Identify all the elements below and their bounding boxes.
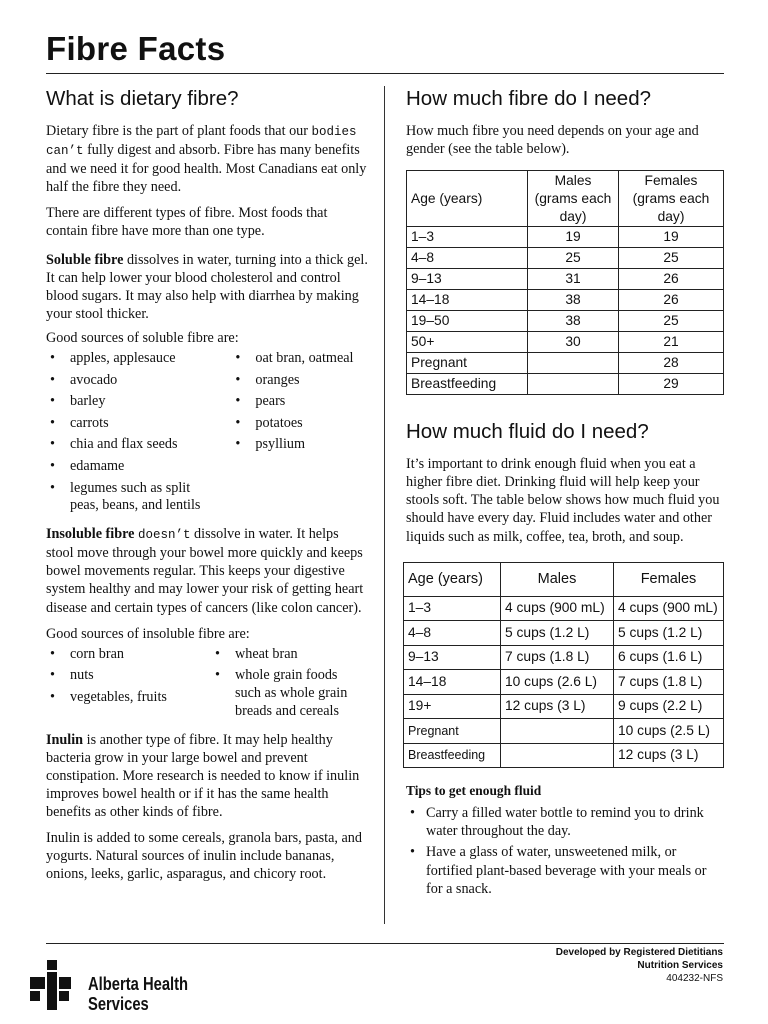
table-header: Age (years) — [404, 562, 501, 596]
insoluble-sources-list — [46, 646, 368, 721]
table-row: Pregnant 10 cups (2.5 L) — [404, 719, 724, 744]
list-item: • carrots — [46, 415, 231, 433]
table-header: Females (grams each day) — [619, 171, 724, 227]
table-header: Age (years) — [407, 171, 528, 227]
inulin-paragraph: Inulin is another type of fibre. It may help healthy bacteria grow in your large bowel and prevent constipation. More research is needed to know if inulin improves bowel health or if it has the same health benefits as other kinds of fibre. — [46, 731, 360, 821]
document-code: 404232-NFS — [666, 973, 723, 984]
column-divider — [384, 86, 385, 924]
list-item: • wheat bran — [211, 646, 361, 664]
tips-heading: Tips to get enough fluid — [406, 783, 542, 799]
list-item: • psyllium — [231, 436, 368, 454]
table-header: Males — [501, 562, 614, 596]
list-item: • avocado — [46, 372, 231, 390]
footer-credits — [556, 946, 723, 985]
fibre-table — [406, 170, 724, 395]
footer-line: Nutrition Services — [637, 960, 723, 971]
table-row: Pregnant 28 — [407, 353, 724, 374]
list-item: • whole grain foods such as whole grain breads and cereals — [211, 667, 361, 720]
page-title: Fibre Facts — [46, 30, 226, 67]
fibre-intro: How much fibre you need depends on your age and gender (see the table below). — [406, 123, 699, 158]
list-item: • oat bran, oatmeal — [231, 350, 368, 368]
list-item: • apples, applesauce — [46, 350, 231, 368]
list-item: • nuts — [46, 667, 211, 685]
soluble-sources-list — [46, 350, 368, 515]
list-item: • pears — [231, 393, 368, 411]
tips-list — [406, 804, 724, 897]
fluid-intro: It’s important to drink enough fluid when you eat a higher fibre diet. Drinking fluid will help keep your stools soft. The table below shows how much fluid you should have every day. Fluid includes water and other liquids such as milk, coffee, tea, broth, and soup. — [406, 456, 720, 545]
table-header: Males (grams each day) — [528, 171, 619, 227]
insoluble-paragraph: Insoluble fibre doesn’t dissolve in water. It helps stool move through your bowel more quickly and keeps bowel movements regular. This keeps your digestive system healthy and may lower your risk of getting heart disease and certain types of cancers (like colon cancer). — [46, 526, 364, 616]
ahs-logo — [30, 960, 230, 1016]
table-row: 19–50 38 25 — [407, 311, 724, 332]
insoluble-sources-intro: Good sources of insoluble fibre are: — [46, 625, 250, 642]
list-item: • oranges — [231, 372, 368, 390]
right-column — [406, 86, 724, 898]
table-row: 14–18 38 26 — [407, 290, 724, 311]
list-item: • barley — [46, 393, 231, 411]
table-row: 9–13 31 26 — [407, 269, 724, 290]
inulin-sources-paragraph: Inulin is added to some cereals, granola bars, pasta, and yogurts. Natural sources of inulin include bananas, onions, leeks, garlic, asparagus, and chicory root. — [46, 830, 362, 883]
ahs-logo-mark-icon — [30, 960, 80, 1010]
table-row: 9–13 7 cups (1.8 L) 6 cups (1.6 L) — [404, 645, 724, 670]
table-row: 4–8 25 25 — [407, 248, 724, 269]
table-row: Breastfeeding 12 cups (3 L) — [404, 743, 724, 768]
list-item: • corn bran — [46, 646, 211, 664]
table-row: 1–3 4 cups (900 mL) 4 cups (900 mL) — [404, 596, 724, 621]
footer-divider — [46, 943, 724, 944]
table-row: 4–8 5 cups (1.2 L) 5 cups (1.2 L) — [404, 621, 724, 646]
table-header-row — [407, 171, 724, 227]
table-row: 50+ 30 21 — [407, 332, 724, 353]
table-header: Females — [614, 562, 724, 596]
title-divider — [46, 73, 724, 74]
footer-line: Developed by Registered Dietitians — [555, 947, 723, 958]
table-row: 19+ 12 cups (3 L) 9 cups (2.2 L) — [404, 694, 724, 719]
list-item: • vegetables, fruits — [46, 689, 211, 707]
left-column — [46, 86, 368, 883]
list-item: • Have a glass of water, unsweetened milk, or fortified plant-based beverage with your meals or for a snack. — [406, 843, 724, 897]
heading-what-is-fibre: What is dietary fibre? — [46, 87, 239, 110]
soluble-sources-intro: Good sources of soluble fibre are: — [46, 329, 239, 346]
list-item: • chia and flax seeds — [46, 436, 231, 454]
table-row: 1–3 19 19 — [407, 227, 724, 248]
list-item: • potatoes — [231, 415, 368, 433]
table-header-row — [404, 562, 724, 596]
types-paragraph: There are different types of fibre. Most foods that contain fibre have more than one type. — [46, 205, 328, 240]
intro-paragraph: Dietary fibre is the part of plant foods that our bodies can’t fully digest and absorb. Fibre has many benefits and we need it for good health. Most Canadians eat only half the fibre they need. — [46, 123, 367, 196]
fluid-table — [403, 562, 724, 769]
list-item: • legumes such as split peas, beans, and lentils — [46, 480, 220, 516]
list-item: • Carry a filled water bottle to remind you to drink water throughout the day. — [406, 804, 724, 840]
ahs-logo-text: Alberta Health Services — [88, 974, 189, 1014]
table-row: Breastfeeding 29 — [407, 374, 724, 395]
heading-how-much-fluid: How much fluid do I need? — [406, 420, 649, 444]
table-row: 14–18 10 cups (2.6 L) 7 cups (1.8 L) — [404, 670, 724, 695]
heading-how-much-fibre: How much fibre do I need? — [406, 87, 651, 110]
list-item: • edamame — [46, 458, 231, 476]
soluble-paragraph: Soluble fibre dissolves in water, turning into a thick gel. It can help lower your blood cholesterol and control blood sugars. It may also help with diarrhea by making your stool thicker. — [46, 251, 368, 322]
